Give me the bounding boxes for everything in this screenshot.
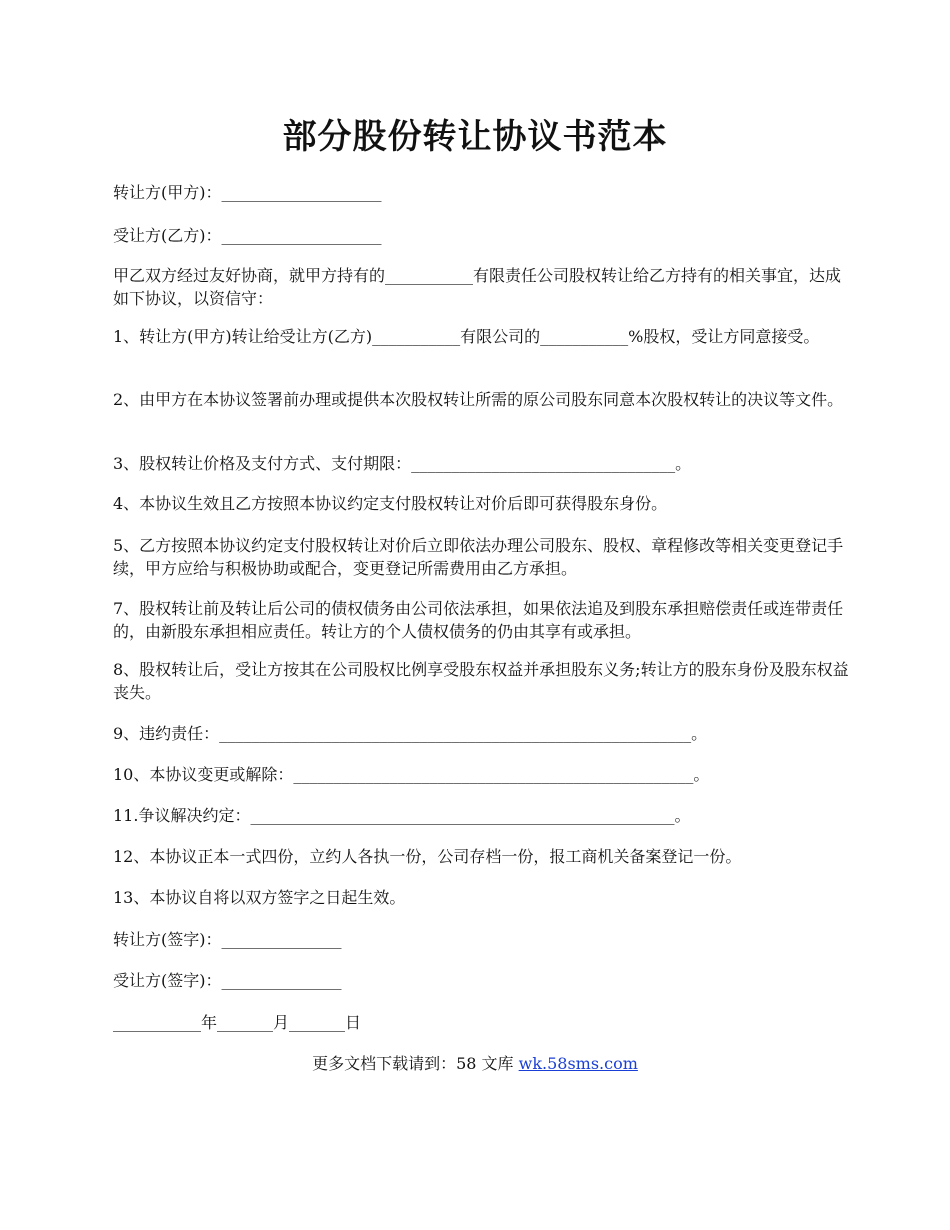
clause-3: 3、股权转让价格及支付方式、支付期限：_________________________________。 <box>113 454 692 473</box>
transferee-line: 受让方(乙方)：____________________ <box>113 226 382 245</box>
transferor-line: 转让方(甲方)：____________________ <box>113 183 382 202</box>
date-line: ___________年_______月_______日 <box>113 1013 362 1032</box>
footer-link[interactable]: wk.58sms.com <box>518 1054 638 1073</box>
footer-text: 更多文档下载请到：58 文库 <box>312 1054 519 1073</box>
preamble-paragraph: 甲乙双方经过友好协商，就甲方持有的___________有限责任公司股权转让给乙方持有的相关事宜，达成如下协议，以资信守： <box>113 266 842 308</box>
clause-5: 5、乙方按照本协议约定支付股权转让对价后立即依法办理公司股东、股权、章程修改等相关变更登记手续，甲方应给与积极协助或配合，变更登记所需费用由乙方承担。 <box>113 536 844 578</box>
clause-12: 12、本协议正本一式四份，立约人各执一份，公司存档一份，报工商机关备案登记一份。 <box>113 847 742 866</box>
clause-2: 2、由甲方在本协议签署前办理或提供本次股权转让所需的原公司股东同意本次股权转让的决议等文件。 <box>113 390 844 409</box>
clause-10: 10、本协议变更或解除：__________________________________________________。 <box>113 765 710 784</box>
transferee-signature-line: 受让方(签字)：_______________ <box>113 971 342 990</box>
clause-9: 9、违约责任：___________________________________________________________。 <box>113 724 708 743</box>
clause-4: 4、本协议生效且乙方按照本协议约定支付股权转让对价后即可获得股东身份。 <box>113 494 668 513</box>
footer <box>0 1052 950 1075</box>
transferor-signature-line: 转让方(签字)：_______________ <box>113 930 342 949</box>
document-title: 部分股份转让协议书范本 <box>282 117 668 157</box>
clause-8: 8、股权转让后，受让方按其在公司股权比例享受股东权益并承担股东义务;转让方的股东身份及股东权益丧失。 <box>113 660 849 702</box>
clause-7: 7、股权转让前及转让后公司的债权债务由公司依法承担，如果依法追及到股东承担赔偿责任或连带责任的，由新股东承担相应责任。转让方的个人债权债务的仍由其享有或承担。 <box>113 599 844 641</box>
clause-13: 13、本协议自将以双方签字之日起生效。 <box>113 888 406 907</box>
clause-1: 1、转让方(甲方)转让给受让方(乙方)___________有限公司的___________%股权，受让方同意接受。 <box>113 327 820 346</box>
clause-11: 11.争议解决约定：_____________________________________________________。 <box>113 806 691 825</box>
